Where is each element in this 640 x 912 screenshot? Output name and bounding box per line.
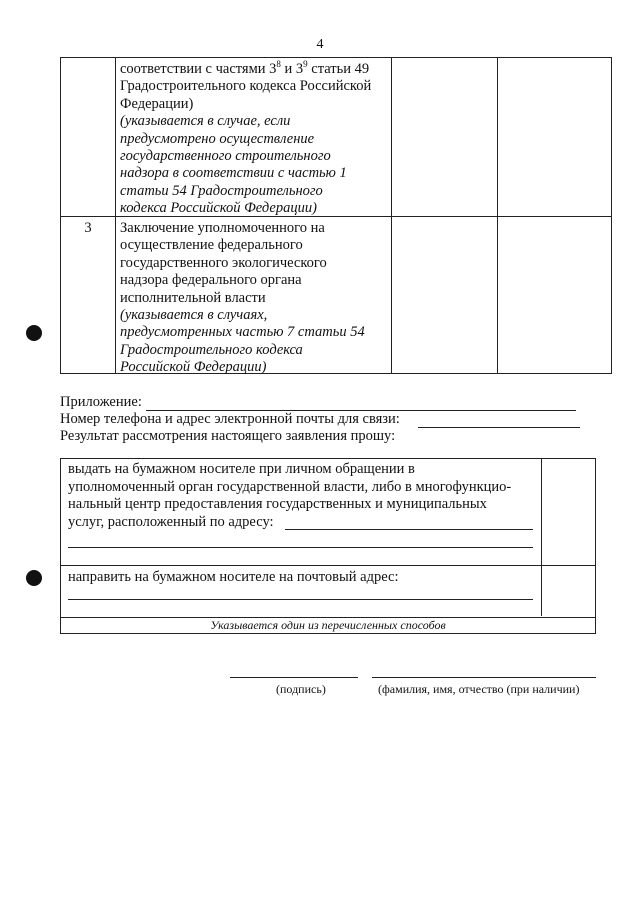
full-name-label: (фамилия, имя, отчество (при наличии) [378, 682, 580, 696]
row-number: 3 [84, 220, 92, 236]
appendix-label: Приложение: [60, 394, 142, 410]
table-row-3 [120, 220, 390, 377]
row-note-line: кодекса Российской Федерации) [120, 200, 317, 217]
signature-label: (подпись) [276, 682, 326, 696]
address-field[interactable] [285, 529, 533, 530]
address-field-continued[interactable] [68, 547, 533, 548]
row-note-line: надзора в соответствии с частью 1 [120, 165, 347, 182]
row-note-line: (указывается в случаях, [120, 307, 268, 324]
row-text-line: исполнительной власти [120, 289, 266, 306]
page-number: 4 [316, 37, 324, 52]
row-note-line: (указывается в случае, если [120, 113, 291, 130]
row-text-line: Градостроительного кодекса Российской [120, 78, 372, 95]
row-text-line: Заключение уполномоченного на [120, 220, 325, 236]
row-note-line: государственного строительного [120, 148, 331, 165]
row-note-line: Градостроительного кодекса [120, 341, 303, 358]
option-mail: направить на бумажном носителе на почтовый адрес: [68, 569, 399, 585]
documents-table [60, 57, 612, 374]
row-note-line: предусмотрено осуществление [120, 130, 315, 147]
row-note-line: предусмотренных частью 7 статьи 54 [120, 324, 365, 341]
row-text-line: надзора федерального органа [120, 272, 302, 289]
row-text-line: Федерации) [120, 95, 194, 112]
table-row-continued [120, 61, 390, 218]
row-text-line: государственного экологического [120, 254, 327, 271]
table-note: Указывается один из перечисленных способов [210, 618, 446, 632]
row-note-line: Российской Федерации) [120, 359, 267, 376]
option-text-line: услуг, расположенный по адресу: [68, 513, 274, 530]
full-name-line[interactable] [372, 677, 596, 678]
delivery-options-table [60, 458, 596, 634]
postal-address-field[interactable] [68, 599, 533, 600]
row-note-line: статьи 54 Градостроительного [120, 182, 323, 199]
signature-line[interactable] [230, 677, 358, 678]
option-in-person [68, 461, 538, 531]
row-text-line: соответствии с частями $3^8$ и $3^9$ статьи 49 [120, 59, 370, 77]
option-text-line: нальный центр предоставления государственных и муниципальных [68, 496, 487, 513]
punch-hole [26, 325, 42, 341]
result-label: Результат рассмотрения настоящего заявления прошу: [60, 428, 396, 444]
contact-label: Номер телефона и адрес электронной почты для связи: [60, 411, 400, 427]
row-divider [61, 565, 595, 566]
option-text-line: выдать на бумажном носителе при личном обращении в [68, 461, 415, 477]
punch-hole [26, 570, 42, 586]
option-text-line: уполномоченный орган государственной власти, либо в многофункцио- [68, 478, 512, 495]
contact-field[interactable] [418, 427, 580, 428]
column-divider [541, 459, 542, 616]
row-text-line: осуществление федерального [120, 237, 303, 254]
